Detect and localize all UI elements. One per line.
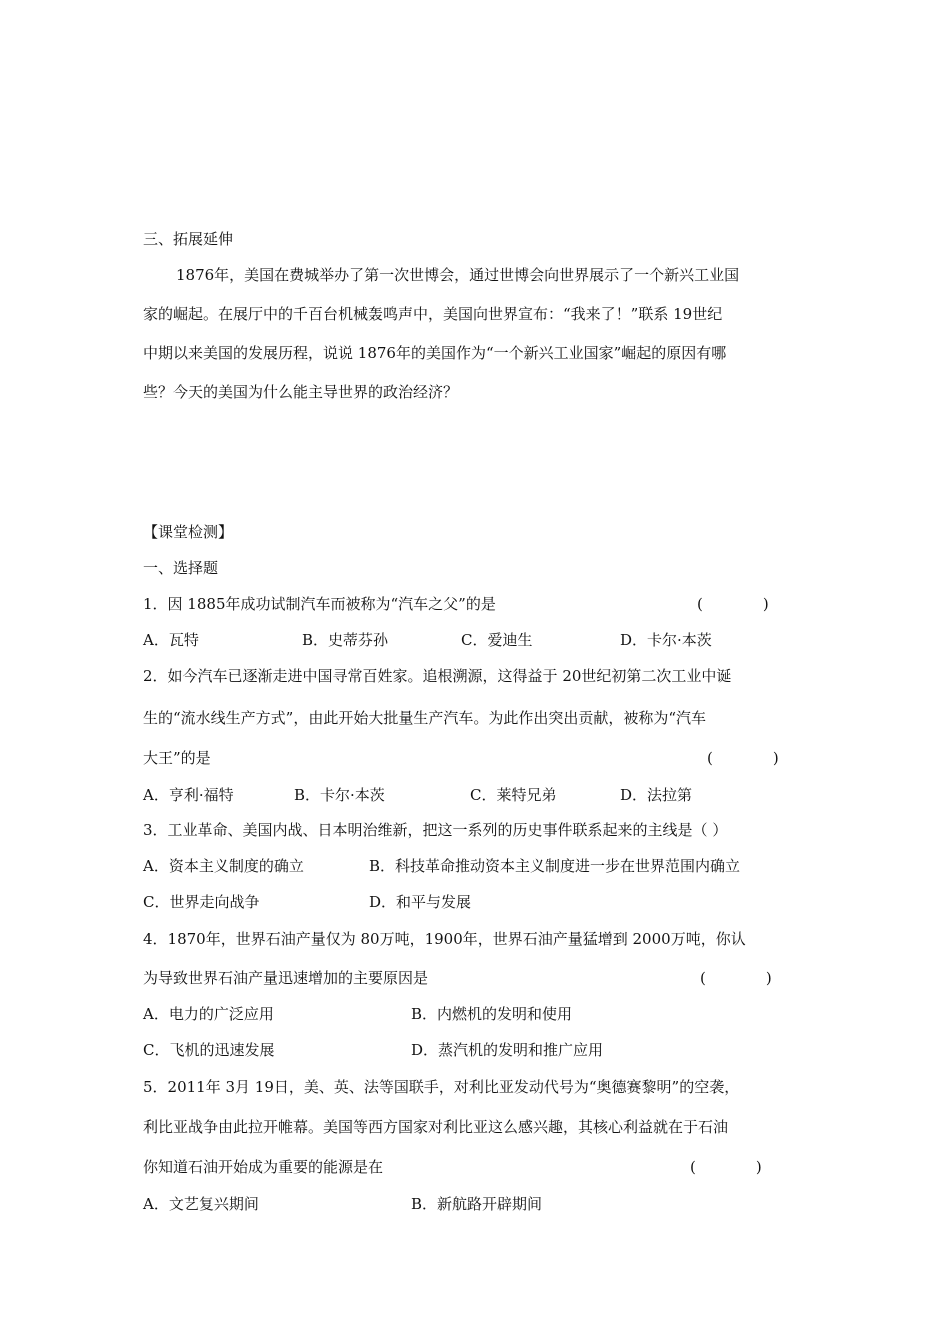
- question-4-text: 4．1870年，世界石油产量仅为 80万吨，1900年，世界石油产量猛增到 2000万吨，你认: [143, 930, 746, 948]
- check-heading: 【课堂检测】: [143, 523, 234, 541]
- question-2-text: 生的“流水线生产方式”，由此开始大批量生产汽车。为此作出突出贡献，被称为“汽车: [143, 709, 707, 727]
- question-4-option-c: C．飞机的迅速发展: [143, 1041, 275, 1059]
- question-5-text: 利比亚战争由此拉开帷幕。美国等西方国家对利比亚这么感兴趣，其核心利益就在于石油: [143, 1118, 729, 1136]
- question-2-option-b: B．卡尔·本茨: [294, 786, 385, 804]
- question-4-option-b: B．内燃机的发明和使用: [411, 1005, 573, 1023]
- extension-heading: 三、拓展延伸: [143, 230, 234, 248]
- question-5-option-b: B．新航路开辟期间: [411, 1195, 543, 1213]
- extension-paragraph-line: 些？今天的美国为什么能主导世界的政治经济？: [143, 383, 459, 401]
- question-2-text: 2．如今汽车已逐渐走进中国寻常百姓家。追根溯源，这得益于 20世纪初第二次工业中诞: [143, 667, 732, 685]
- extension-paragraph-line: 1876年，美国在费城举办了第一次世博会，通过世博会向世界展示了一个新兴工业国: [176, 266, 740, 284]
- question-3-option-d: D．和平与发展: [369, 893, 472, 911]
- question-4-option-d: D．蒸汽机的发明和推广应用: [411, 1041, 604, 1059]
- extension-paragraph-line: 中期以来美国的发展历程，说说 1876年的美国作为“一个新兴工业国家”崛起的原因有哪: [143, 344, 727, 362]
- question-1-option-a: A．瓦特: [143, 631, 199, 649]
- question-2-answer-blank: ( ): [707, 749, 779, 767]
- question-5-text: 你知道石油开始成为重要的能源是在: [143, 1158, 384, 1176]
- question-2-option-c: C．莱特兄弟: [470, 786, 557, 804]
- question-3-option-b: B．科技革命推动资本主义制度进一步在世界范围内确立: [369, 857, 741, 875]
- question-1-text: 1．因 1885年成功试制汽车而被称为“汽车之父”的是: [143, 595, 496, 613]
- question-5-text: 5．2011年 3月 19日，美、英、法等国联手，对利比亚发动代号为“奥德赛黎明”的空袭，: [143, 1078, 740, 1096]
- question-1-answer-blank: ( ): [697, 595, 769, 613]
- question-5-answer-blank: ( ): [690, 1158, 762, 1176]
- question-1-option-d: D．卡尔·本茨: [620, 631, 712, 649]
- question-2-option-a: A．亨利·福特: [143, 786, 234, 804]
- question-5-option-a: A．文艺复兴期间: [143, 1195, 259, 1213]
- question-4-option-a: A．电力的广泛应用: [143, 1005, 274, 1023]
- question-3-text: 3．工业革命、美国内战、日本明治维新，把这一系列的历史事件联系起来的主线是（ ）: [143, 821, 728, 839]
- question-1-option-c: C．爱迪生: [461, 631, 533, 649]
- question-2-text: 大王”的是: [143, 749, 211, 767]
- question-4-answer-blank: ( ): [700, 969, 772, 987]
- question-2-option-d: D．法拉第: [620, 786, 693, 804]
- question-4-text: 为导致世界石油产量迅速增加的主要原因是: [143, 969, 429, 987]
- question-3-option-a: A．资本主义制度的确立: [143, 857, 304, 875]
- section-title: 一、选择题: [143, 559, 219, 577]
- question-1-option-b: B．史蒂芬孙: [302, 631, 389, 649]
- extension-paragraph-line: 家的崛起。在展厅中的千百台机械轰鸣声中，美国向世界宣布：“我来了！”联系 19世纪: [143, 305, 723, 323]
- question-3-option-c: C．世界走向战争: [143, 893, 260, 911]
